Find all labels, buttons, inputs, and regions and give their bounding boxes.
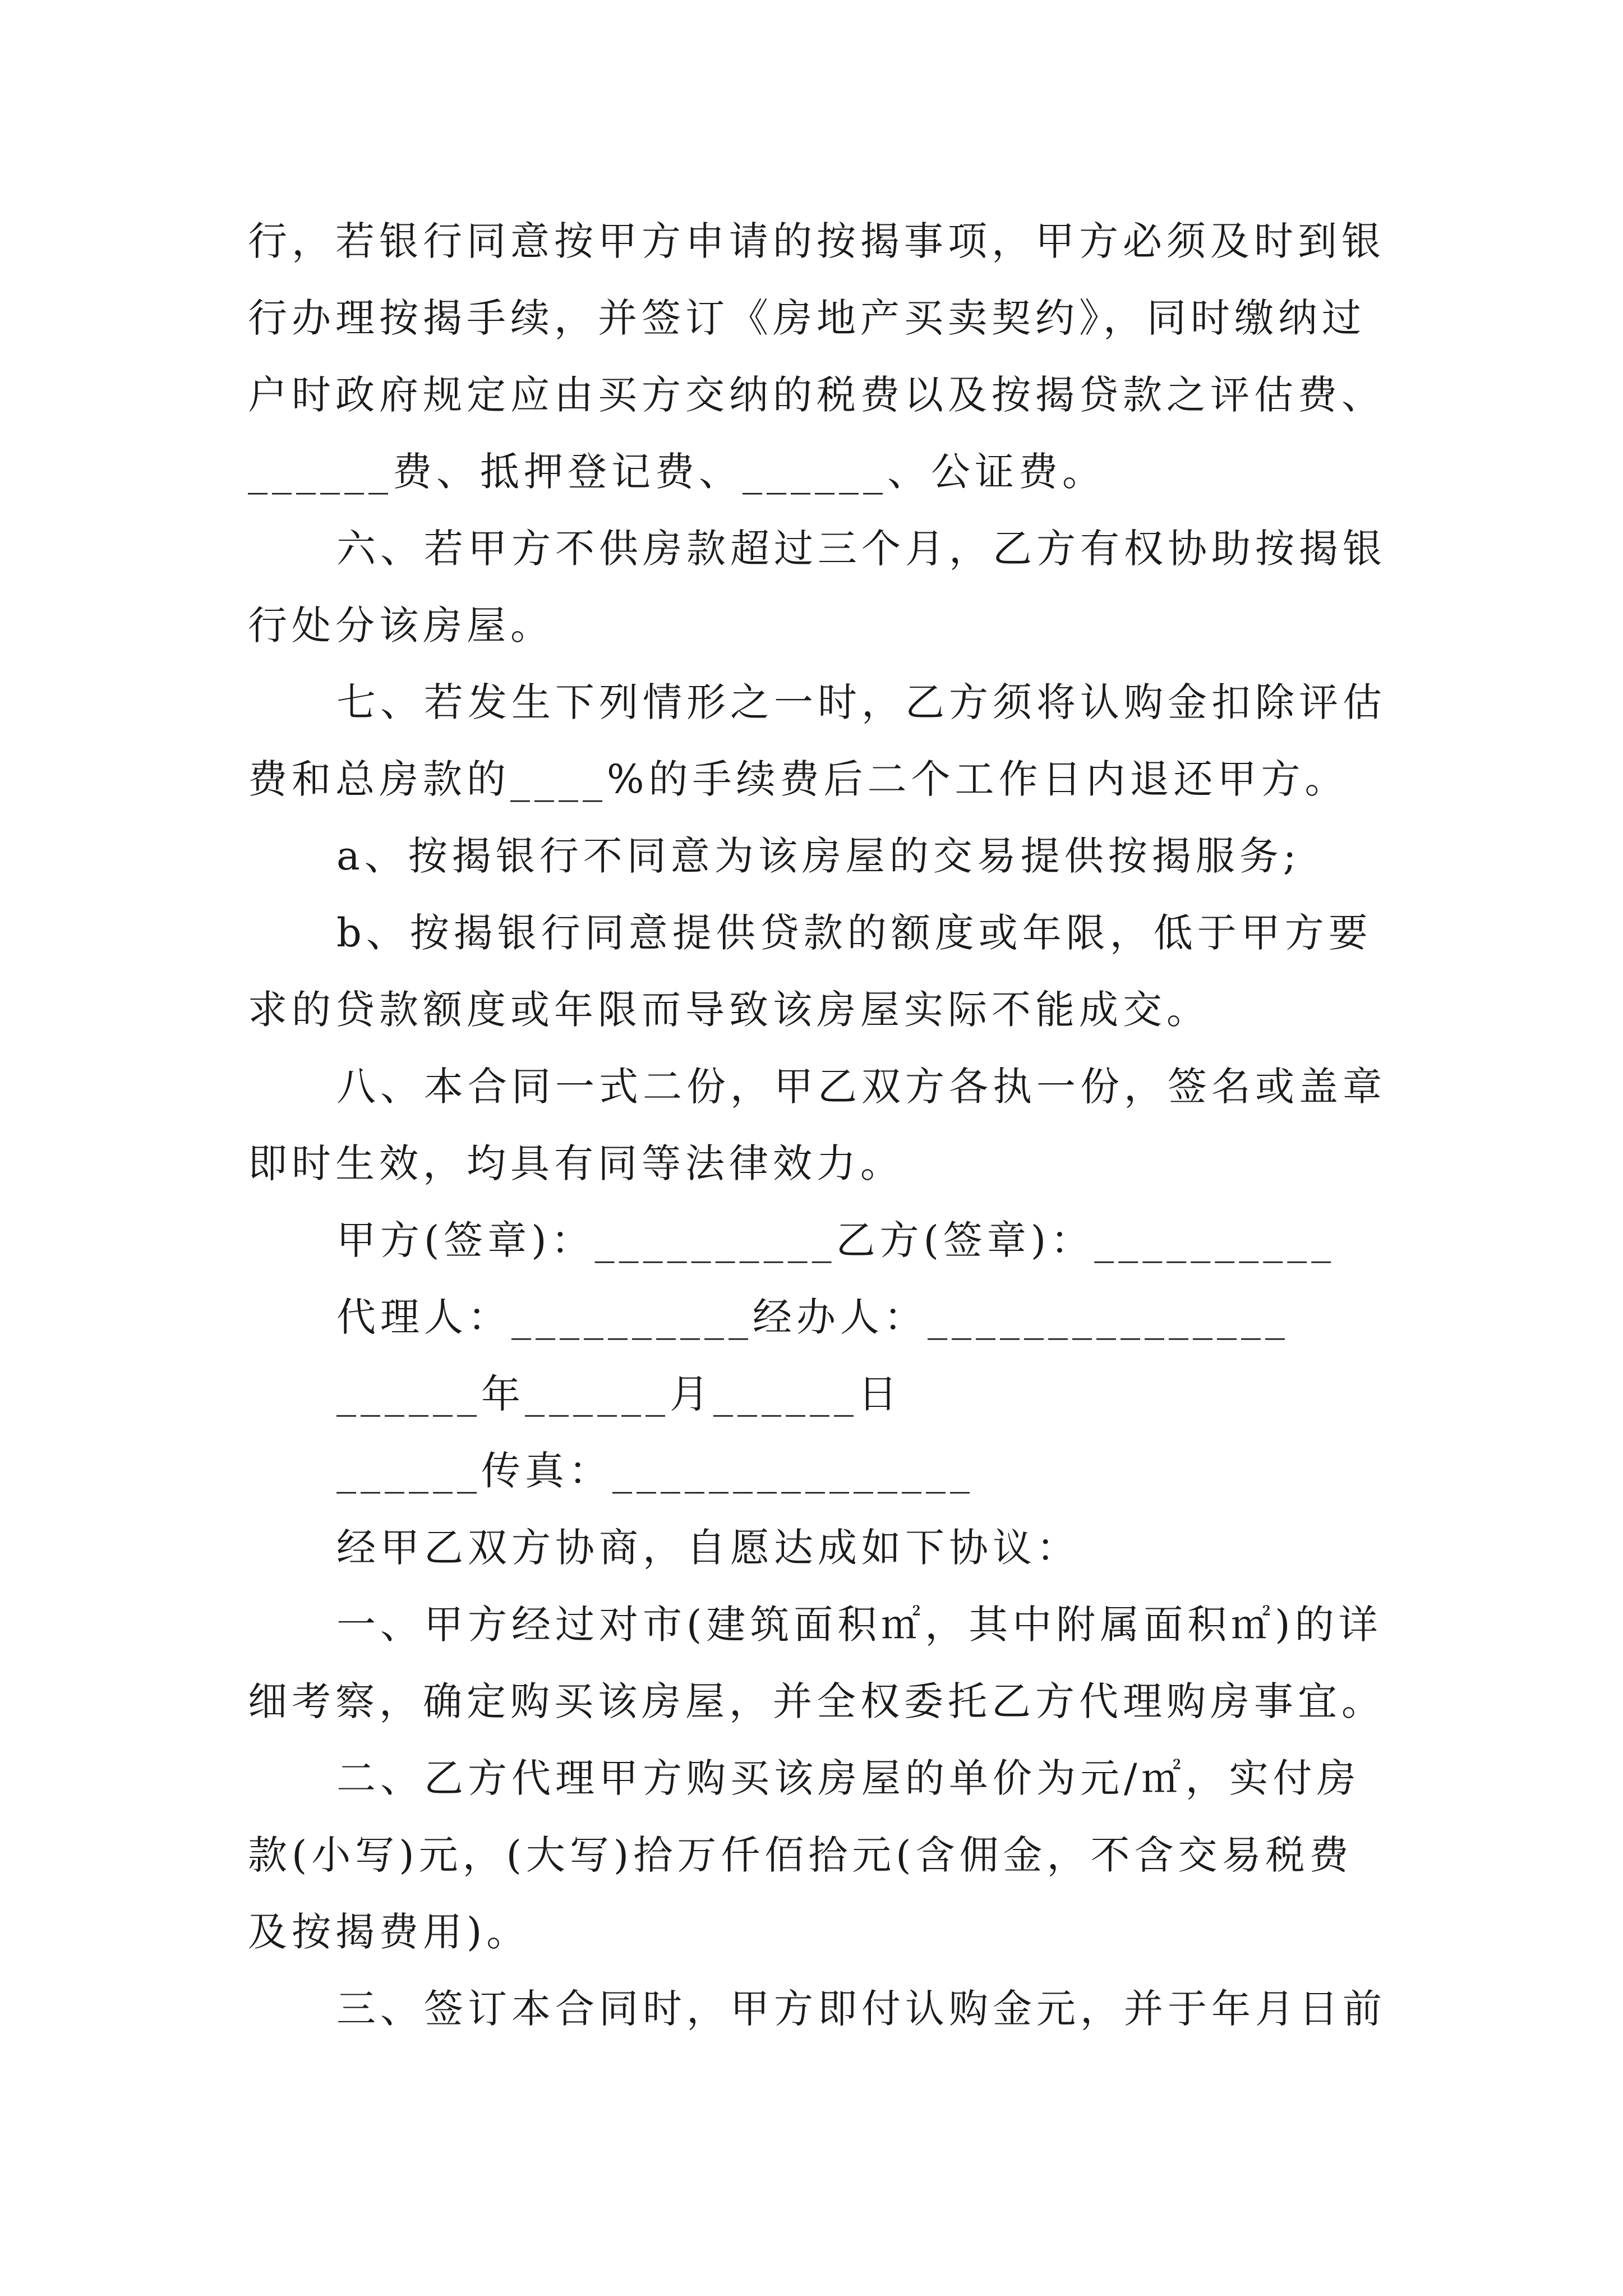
paragraph-line: 六、若甲方不供房款超过三个月，乙方有权协助按揭银 — [336, 526, 1386, 572]
signature-line: 代理人：__________经办人：_______________ — [336, 1294, 1289, 1340]
paragraph-line: 一、甲方经过对市(建筑面积㎡，其中附属面积㎡)的详 — [336, 1602, 1382, 1648]
paragraph-line: 经甲乙双方协商，自愿达成如下协议： — [336, 1525, 1080, 1571]
paragraph-line: 三、签订本合同时，甲方即付认购金元，并于年月日前 — [336, 1986, 1386, 2032]
paragraph-line: 款(小写)元，(大写)拾万仟佰拾元(含佣金，不含交易税费 — [248, 1832, 1353, 1878]
paragraph-line: 及按揭费用)。 — [248, 1909, 531, 1955]
paragraph-line: 细考察，确定购买该房屋，并全权委托乙方代理购房事宜。 — [248, 1678, 1385, 1724]
paragraph-line: 行，若银行同意按甲方申请的按揭事项，甲方必须及时到银 — [248, 218, 1385, 264]
paragraph-line: ______费、抵押登记费、______、公证费。 — [248, 449, 1106, 495]
fax-line: ______传真：_______________ — [336, 1448, 974, 1494]
date-line: ______年______月______日 — [336, 1371, 902, 1417]
paragraph-line: 行处分该房屋。 — [248, 602, 554, 648]
paragraph-line: a、按揭银行不同意为该房屋的交易提供按揭服务; — [336, 833, 1301, 879]
paragraph-line: 八、本合同一式二份，甲乙双方各执一份，签名或盖章 — [336, 1064, 1386, 1110]
paragraph-line: b、按揭银行同意提供贷款的额度或年限，低于甲方要 — [336, 910, 1372, 956]
signature-line: 甲方(签章)：__________乙方(签章)：__________ — [336, 1217, 1336, 1263]
paragraph-line: 行办理按揭手续，并签订《房地产买卖契约》，同时缴纳过 — [248, 295, 1366, 341]
paragraph-line: 费和总房款的____%的手续费后二个工作日内退还甲方。 — [248, 756, 1349, 802]
paragraph-line: 求的贷款额度或年限而导致该房屋实际不能成交。 — [248, 987, 1210, 1033]
paragraph-line: 户时政府规定应由买方交纳的税费以及按揭贷款之评估费、 — [248, 372, 1385, 418]
paragraph-line: 即时生效，均具有同等法律效力。 — [248, 1140, 904, 1186]
paragraph-line: 二、乙方代理甲方购买该房屋的单价为元/㎡，实付房 — [336, 1755, 1361, 1801]
paragraph-line: 七、若发生下列情形之一时，乙方须将认购金扣除评估 — [336, 679, 1386, 725]
